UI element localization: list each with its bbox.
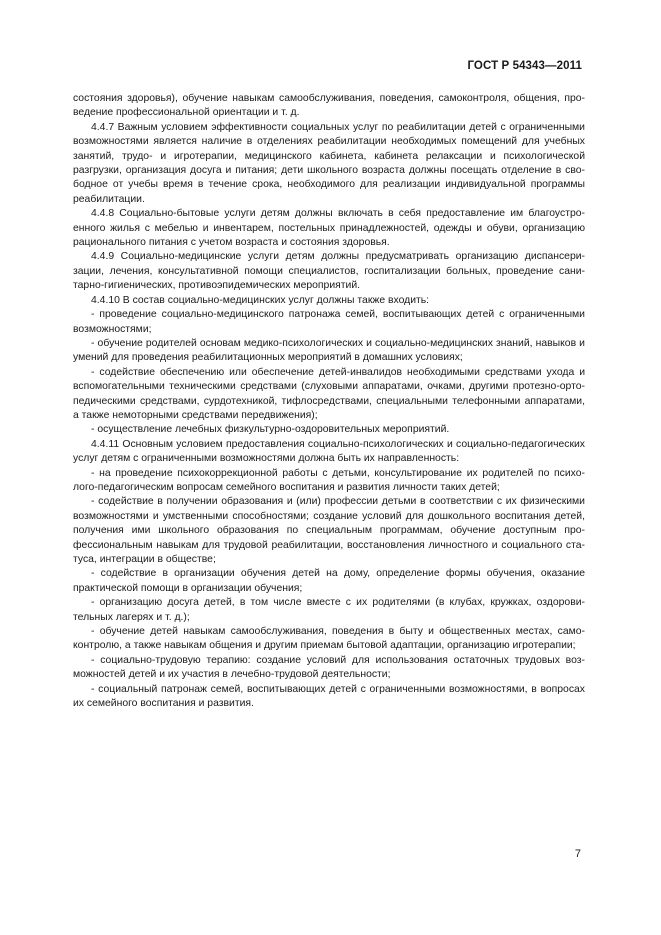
paragraph: состояния здоровья), обучение навыкам самообслуживания, поведения, самоконтроля, общения, проведение профессиональной ориентации и т. д. [73, 93, 585, 119]
paragraph: 4.4.8 Социально-бытовые услуги детям должны включать в себя предоставление им благоустроенного жилья с мебелью и инвентарем, постельных принадлежностей, одежды и обуви, организацию рационального питания с учетом возраста и состояния здоровья. [73, 208, 585, 249]
paragraph: - обучение родителей основам медико-психологических и социально-медицинских знаний, навыков и умений для проведения реабилитационных мероприятий в домашних условиях; [73, 337, 585, 364]
page-number: 7 [574, 848, 581, 860]
paragraph: - содействие в получении образования и (или) профессии детьми в соответствии с их физическими возможностями и умственными способностями; создание условий для дошкольного воспитания детей, получения ими школьного образования по специальным программам, обучение доступным профессиональным навыкам для трудовой реабилитации, восстановления личностного и социального статуса, интеграции в обществе; [73, 496, 585, 565]
paragraph: - социально-трудовую терапию: создание условий для использования остаточных трудовых возможностей детей и их участия в лечебно-трудовой деятельности; [73, 654, 585, 681]
document-body [73, 92, 585, 711]
paragraph: - организацию досуга детей, в том числе вместе с их родителями (в клубах, кружках, оздоровительных лагерях и т. д.); [73, 597, 585, 623]
paragraph: 4.4.9 Социально-медицинские услуги детям должны предусматривать организацию диспансеризации, лечения, консультативной помощи специалистов, госпитализации больных, проведение санитарно-гигиенических, противоэпидемических мероприятий. [73, 251, 585, 292]
standard-designation: ГОСТ Р 54343—2011 [467, 60, 582, 72]
paragraph: - на проведение психокоррекционной работы с детьми, консультирование их родителей по психолого-педагогическим вопросам семейного воспитания и развития личности таких детей; [73, 467, 585, 493]
paragraph: - осуществление лечебных физкультурно-оздоровительных мероприятий. [91, 424, 450, 436]
paragraph: - содействие в организации обучения детей на дому, определение формы обучения, оказание практической помощи в организации обучения; [73, 568, 585, 594]
paragraph: 4.4.11 Основным условием предоставления социально-психологических и социально-педагогических услуг детям с ограниченными возможностями должна быть их направленность: [73, 438, 585, 465]
paragraph: - социальный патронаж семей, воспитывающих детей с ограниченными возможностями, в вопросах их семейного воспитания и развития. [73, 683, 585, 710]
paragraph: 4.4.7 Важным условием эффективности социальных услуг по реабилитации детей с ограниченными возможностями является наличие в отделениях реабилитации необходимых помещений для учебных занятий, трудо- и игротерапии, медицинского кабинета, кабинета релаксации и психологической разгрузки, организация досуга и питания; дети школьного возраста должны посещать отделение в свободное от учебы время в течение срока, необходимого для реализации индивидуальной программы реабилитации. [73, 121, 585, 205]
paragraph: - проведение социально-медицинского патронажа семей, воспитывающих детей с ограниченными возможностями; [73, 309, 585, 335]
paragraph: 4.4.10 В состав социально-медицинских услуг должны также входить: [91, 294, 430, 306]
paragraph: - обучение детей навыкам самообслуживания, поведения в быту и общественных местах, самоконтролю, а также навыкам общения и другим приемам бытовой адаптации, организацию игротерапии; [73, 626, 585, 652]
paragraph: - содействие обеспечению или обеспечение детей-инвалидов необходимыми средствами ухода и вспомогательными техническими средствами (слуховыми аппаратами, очками, другими протезно-ортопедическими средствами, сурдотехникой, тифлосредствами, специальными телефонными аппаратами, а также немоторными средствами передвижения); [73, 366, 585, 421]
